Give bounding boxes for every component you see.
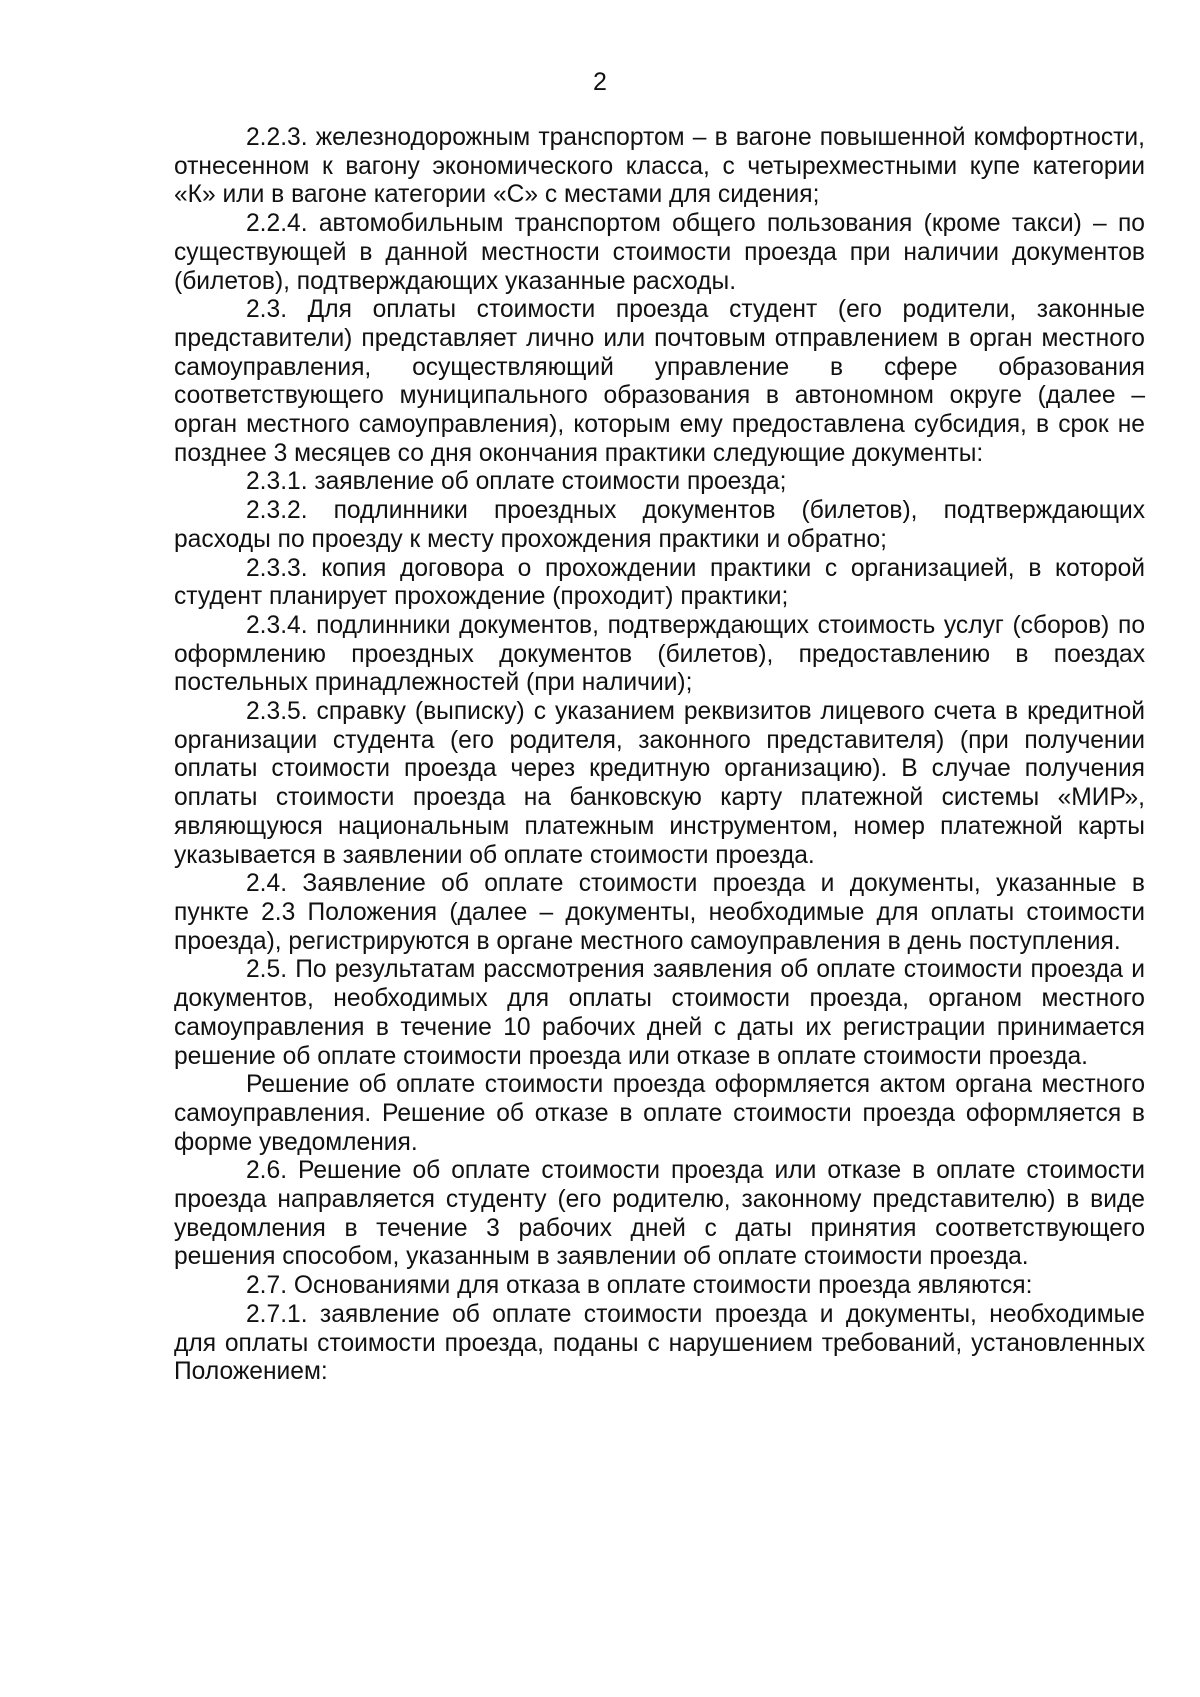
paragraph-decision: Решение об оплате стоимости проезда оформляется актом органа местного самоуправления. Решение об отказе в оплате стоимости проезда оформляется в форме уведомления. [174,1071,1145,1156]
paragraph-2-3-2: 2.3.2. подлинники проездных документов (билетов), подтверждающих расходы по проезду к месту прохождения практики и обратно; [174,497,1145,553]
paragraph-2-6: 2.6. Решение об оплате стоимости проезда или отказе в оплате стоимости проезда направляется студенту (его родителю, законному представителю) в виде уведомления в течение 3 рабочих дней с даты принятия соответствующего решения способом, указанным в заявлении об оплате стоимости проезда. [174,1157,1145,1271]
paragraph-2-7: 2.7. Основаниями для отказа в оплате стоимости проезда являются: [246,1272,1033,1300]
paragraph-2-3-4: 2.3.4. подлинники документов, подтверждающих стоимость услуг (сборов) по оформлению проездных документов (билетов), предоставлению в поездах постельных принадлежностей (при наличии); [174,611,1145,697]
paragraph-2-3-1: 2.3.1. заявление об оплате стоимости проезда; [246,468,787,496]
paragraph-2-3-5: 2.3.5. справку (выписку) с указанием реквизитов лицевого счета в кредитной организации студента (его родителя, законного представителя) (при получении оплаты стоимости проезда через кредитную организацию). В случае получения оплаты стоимости проезда на банковскую карту платежной системы «МИР», являющуюся национальным платежным инструментом, номер платежной карты указывается в заявлении об оплате стоимости проезда. [174,698,1145,869]
paragraph-2-5: 2.5. По результатам рассмотрения заявления об оплате стоимости проезда и документов, необходимых для оплаты стоимости проезда, органом местного самоуправления в течение 10 рабочих дней с даты их регистрации принимается решение об оплате стоимости проезда или отказе в оплате стоимости проезда. [174,956,1145,1070]
paragraph-2-7-1: 2.7.1. заявление об оплате стоимости проезда и документы, необходимые для оплаты стоимости проезда, поданы с нарушением требований, установленных Положением: [174,1300,1145,1386]
paragraph-2-2-4: 2.2.4. автомобильным транспортом общего пользования (кроме такси) – по существующей в данной местности стоимости проезда при наличии документов (билетов), подтверждающих указанные расходы. [174,210,1145,295]
page-number: 2 [593,68,607,96]
paragraph-2-3-3: 2.3.3. копия договора о прохождении практики с организацией, в которой студент планирует прохождение (проходит) практики; [174,554,1145,611]
paragraph-2-3: 2.3. Для оплаты стоимости проезда студент (его родители, законные представители) представляет лично или почтовым отправлением в орган местного самоуправления, осуществляющий управление в сфере образования соответствующего муниципального образования в автономном округе (далее – орган местного самоуправления), которым ему предоставлена субсидия, в срок не позднее 3 месяцев со дня окончания практики следующие документы: [174,296,1145,467]
paragraph-2-4: 2.4. Заявление об оплате стоимости проезда и документы, указанные в пункте 2.3 Положения (далее – документы, необходимые для оплаты стоимости проезда), регистрируются в органе местного самоуправления в день поступления. [174,870,1145,955]
paragraph-2-2-3: 2.2.3. железнодорожным транспортом – в вагоне повышенной комфортности, отнесенном к вагону экономического класса, с четырехместными купе категории «К» или в вагоне категории «С» с местами для сидения; [174,124,1145,209]
document-body [174,124,1145,1387]
